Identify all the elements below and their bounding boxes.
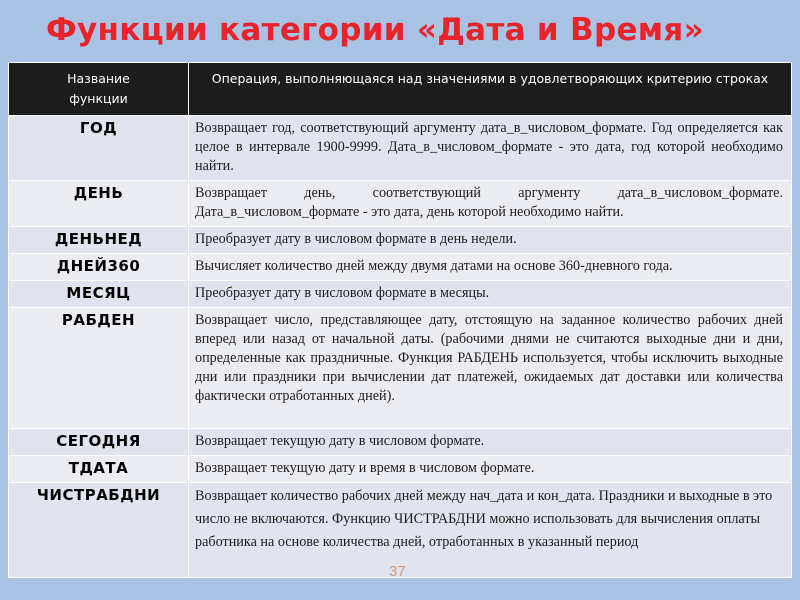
function-description: Вычисляет количество дней между двумя датами на основе 360-дневного года. [189,254,792,281]
table-row [9,308,792,429]
function-name: ГОД [9,116,189,181]
function-name: ДНЕЙ360 [9,254,189,281]
header-name-line2: функции [69,91,128,106]
header-operation: Операция, выполняющаяся над значениями в удовлетворяющих критерию строках [189,63,792,116]
function-name: ТДАТА [9,456,189,483]
function-name: ДЕНЬ [9,181,189,227]
table-row [9,116,792,181]
slide-title: Функции категории «Дата и Время» [46,12,704,48]
function-name: ДЕНЬНЕД [9,227,189,254]
function-description: Возвращает год, соответствующий аргументу дата_в_числовом_формате. Год определяется как целое в интервале 1900-9999. Дата_в_числовом_формате - это дата, год которой необходимо найти. [189,116,792,181]
table-row [9,281,792,308]
function-description: Возвращает текущую дату и время в числовом формате. [189,456,792,483]
table-row [9,227,792,254]
table-row [9,456,792,483]
table-row [9,181,792,227]
function-description: Возвращает день, соответствующий аргументу дата_в_числовом_формате. Дата_в_числовом_формате - это дата, день которой необходимо найти. [189,181,792,227]
function-description: Возвращает количество рабочих дней между нач_дата и кон_дата. Праздники и выходные в это число не включаются. Функцию ЧИСТРАБДНИ можно использовать для вычисления оплаты работника на основе количества дней, отработанных в указанный период [189,483,792,578]
function-description: Преобразует дату в числовом формате в день недели. [189,227,792,254]
function-name: СЕГОДНЯ [9,429,189,456]
function-name: ЧИСТРАБДНИ [9,483,189,578]
header-function-name [9,63,189,116]
function-name: РАБДЕН [9,308,189,429]
function-description: Возвращает текущую дату в числовом формате. [189,429,792,456]
table-row [9,254,792,281]
table-row [9,429,792,456]
slide-number: 37 [389,563,406,580]
function-name: МЕСЯЦ [9,281,189,308]
function-description: Преобразует дату в числовом формате в месяцы. [189,281,792,308]
function-description: Возвращает число, представляющее дату, отстоящую на заданное количество рабочих дней вперед или назад от начальной даты. (рабочими днями не считаются выходные дни и дни, определенные как праздничные. Функция РАБДЕНЬ используется, чтобы исключить выходные дни или праздники при вычислении дат платежей, ожидаемых дат доставки или количества фактически отработанных дней). [189,308,792,429]
table-header-row [9,63,792,116]
functions-table [8,62,792,578]
header-name-line1: Название [67,71,130,86]
